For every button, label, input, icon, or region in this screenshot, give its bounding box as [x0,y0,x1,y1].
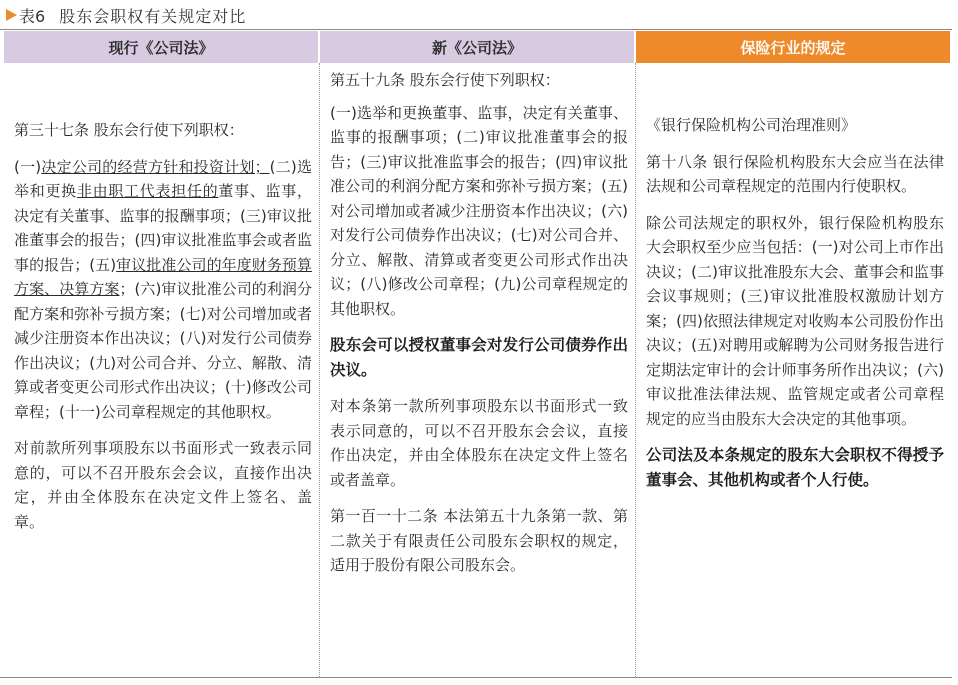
triangle-marker-icon [6,9,17,21]
article-112: 第一百一十二条 本法第五十九条第一款、第二款关于有限责任公司股东会职权的规定，适用于股份有限公司股东会。 [330,507,628,574]
article-powers: (一)选举和更换董事、监事，决定有关董事、监事的报酬事项；(二)审议批准董事会的报告；(三)审议批准监事会的报告；(四)审议批准公司的利润分配方案和弥补亏损方案；(五)对公司增加或者减少注册资本作出决议；(六)对发行公司债券作出决议；(七)对公司合并、分立、解散、清算或者变更公司形式作出决议；(八)修改公司章程；(九)公司章程规定的其他职权。 [330,103,628,318]
article-additional-powers: 除公司法规定的职权外，银行保险机构股东大会职权至少应当包括：(一)对公司上市作出决议；(二)审议批准股东大会、董事会和监事会议事规则；(三)审议批准股权激励计划方案；(四)依照法律规定对收购本公司股份作出决议；(五)对聘用或解聘为公司财务报告进行定期法定审计的会计师事务所作出决议；(六)审议批准法律法规、监管规定或者公司章程规定的应当由股东大会决定的其他事项。 [646,213,944,428]
header-new-law: 新《公司法》 [320,31,634,63]
column-divider [635,63,636,677]
column-current-law [14,118,312,546]
column-divider [319,63,320,677]
header-insurance: 保险行业的规定 [636,31,950,63]
table-title: 股东会职权有关规定对比 [59,6,247,26]
table-label: 表6 [19,6,46,26]
article-non-delegation: 公司法及本条规定的股东大会职权不得授予董事会、其他机构或者个人行使。 [646,446,944,489]
bottom-rule [0,677,952,678]
column-insurance [646,113,944,492]
column-new-law [330,68,628,578]
article-written-consent: 对前款所列事项股东以书面形式一致表示同意的，可以不召开股东会会议，直接作出决定，并由全体股东在决定文件上签名、盖章。 [14,439,312,531]
article-authorization: 股东会可以授权董事会对发行公司债券作出决议。 [330,336,628,379]
header-current-law: 现行《公司法》 [4,31,318,63]
article-heading: 第三十七条 股东会行使下列职权： [14,121,244,139]
article-written-consent: 对本条第一款所列事项股东以书面形式一致表示同意的，可以不召开股东会会议，直接作出决定，并由全体股东在决定文件上签名或者盖章。 [330,397,628,489]
article-heading: 第五十九条 股东会行使下列职权： [330,71,560,89]
article-powers: (一)决定公司的经营方针和投资计划；(二)选举和更换非由职工代表担任的董事、监事，决定有关董事、监事的报酬事项；(三)审议批准董事会的报告；(四)审议批准监事会或者监事的报告；(五)审议批准公司的年度财务预算方案、决算方案；(六)审议批准公司的利润分配方案和弥补亏损方案；(七)对公司增加或者减少注册资本作出决议；(八)对发行公司债券作出决议；(九)对公司合并、分立、解散、清算或者变更公司形式作出决议；(十)修改公司章程；(十一)公司章程规定的其他职权。 [14,157,312,421]
table-caption [6,4,246,26]
article-18: 第十八条 银行保险机构股东大会应当在法律法规和公司章程规定的范围内行使职权。 [646,152,944,195]
top-rule [0,29,952,30]
regulation-title: 《银行保险机构公司治理准则》 [646,116,857,134]
